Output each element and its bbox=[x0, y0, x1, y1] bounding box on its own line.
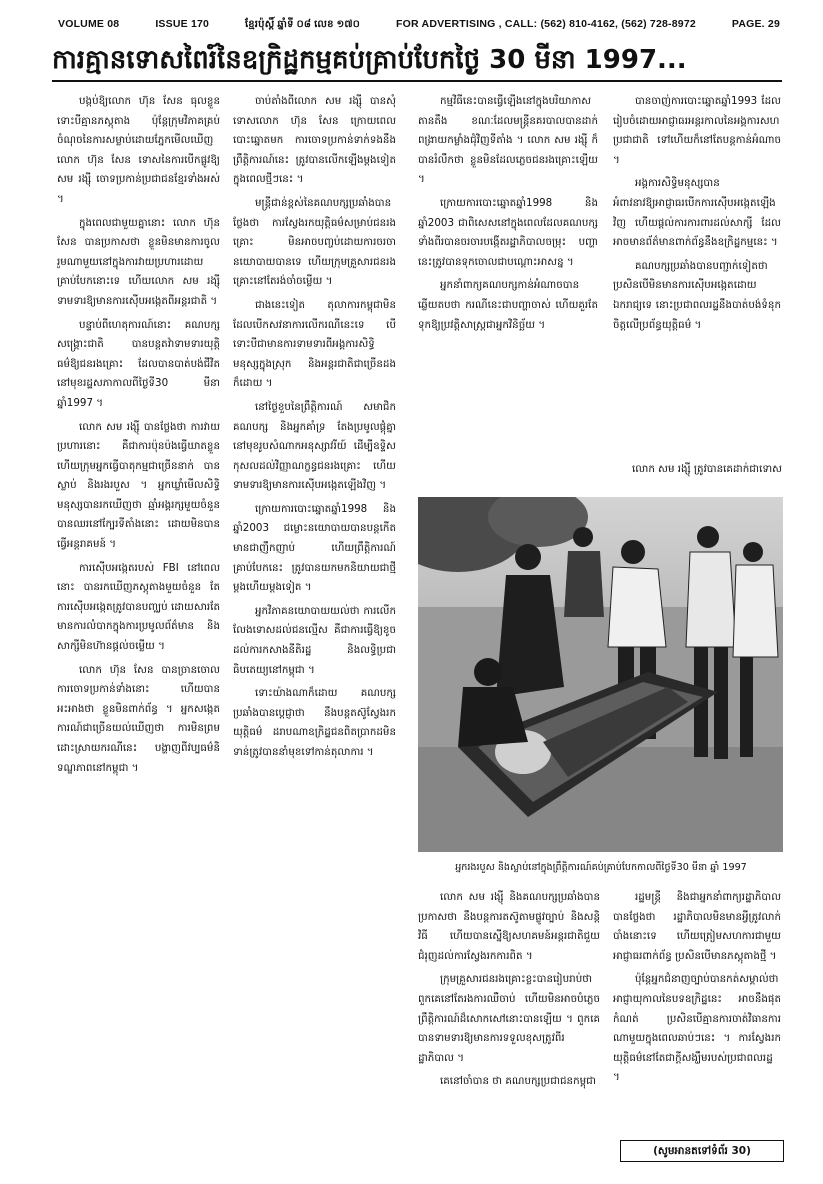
figure-head bbox=[573, 527, 593, 547]
article-column-1 bbox=[57, 92, 220, 1172]
paragraph: អង្គការសិទ្ធិមនុស្សបានអំពាវនាវឱ្យអាជ្ញាធរបើកការស៊ើបអង្កេតឡើងវិញ ហើយផ្តល់ការការពារដល់សាក្សី ដែលអាចមានព័ត៌មានពាក់ព័ន្ធនឹងឧក្រិដ្ឋកម្មនេះ ។ bbox=[613, 177, 781, 249]
paragraph: រដ្ឋមន្ត្រី និងជាអ្នកនាំពាក្យរដ្ឋាភិបាលបានថ្លែងថា រដ្ឋាភិបាលមិនមានអ្វីត្រូវលាក់បាំងនោះទេ ហើយត្រៀមសហការជាមួយអាជ្ញាធរពាក់ព័ន្ធ ប្រសិនបើមានភស្តុតាងថ្មី ។ bbox=[613, 891, 781, 962]
figure-body bbox=[608, 567, 666, 647]
page-number: PAGE. 29 bbox=[731, 18, 780, 30]
news-photo bbox=[418, 497, 783, 852]
article-column-3 bbox=[418, 92, 598, 492]
paragraph: លោក ហ៊ុន សែន បានច្រានចោលការចោទប្រកាន់ទាំងនោះ ហើយបានអះអាងថា ខ្លួនមិនពាក់ព័ន្ធ ។ អ្នកសង្កេតការណ៍ជាច្រើនយល់ឃើញថា ការមិនព្រមដោះស្រាយករណីនេះ បង្ហាញពីវប្បធម៌និទណ្ឌភាពនៅកម្ពុជា ។ bbox=[57, 663, 220, 774]
figure-body bbox=[686, 552, 736, 647]
figure-legs bbox=[714, 647, 728, 759]
photo-caption: អ្នករងរបួស និងស្លាប់នៅក្នុងព្រឹត្តិការណ៍គប់គ្រាប់បែកកាលពីថ្ងៃទី30 មីនា ឆ្នាំ 1997 bbox=[455, 862, 747, 873]
masthead bbox=[58, 15, 780, 33]
article-column-2 bbox=[233, 92, 396, 1172]
paragraph: គេនៅចាំបាន ថា គណបក្សប្រជាជនកម្ពុជា bbox=[440, 1075, 596, 1088]
figure-legs bbox=[740, 657, 753, 757]
paragraph: លោក សម រង្ស៊ី និងគណបក្សប្រឆាំងបានប្រកាសថា នឹងបន្តការតស៊ូតាមផ្លូវច្បាប់ និងសន្តិវិធី ហើយបានស្នើឱ្យសហគមន៍អន្តរជាតិជួយជំរុញដល់ការស្វែងរកការពិត ។ bbox=[418, 891, 600, 962]
paragraph: ទោះយ៉ាងណាក៏ដោយ គណបក្សប្រឆាំងបានប្តេជ្ញាថា នឹងបន្តតស៊ូស្វែងរកយុត្តិធម៌ ដរាបណាឧក្រិដ្ឋជនពិតប្រាកដមិនទាន់ត្រូវបាននាំមុខទៅកាន់តុលាការ ។ bbox=[233, 687, 396, 758]
paragraph: អ្នកវិភាគនយោបាយយល់ថា ការលើកលែងទោសដល់ជនល្មើស គឺជាការធ្វើឱ្យខូចដល់ការកសាងនីតិរដ្ឋ និងលទ្ធិប្រជាធិបតេយ្យនៅកម្ពុជា ។ bbox=[233, 604, 396, 676]
paragraph: ជាងនេះទៀត តុលាការកម្ពុជាមិនដែលបើកសវនាការលើករណីនេះទេ បើទោះបីជាមានការទាមទារពីអង្គការសិទ្ធិមនុស្សក្នុងស្រុក និងអន្តរជាតិជាច្រើនដងក៏ដោយ ។ bbox=[233, 298, 396, 390]
figure-head bbox=[697, 526, 719, 548]
volume-label: VOLUME 08 bbox=[58, 18, 120, 30]
figure-head bbox=[515, 544, 541, 570]
paragraph: កម្មវិធីនេះបានធ្វើឡើងនៅក្នុងបរិយាកាសតានតឹង ខណៈដែលមន្ត្រីនគរបាលបានដាក់ពង្រាយកម្លាំងជុំវិញទីតាំង ។ លោក សម រង្ស៊ី ក៏បានរំលឹកថា ខ្លួនមិនដែលភ្លេចជនរងគ្រោះឡើយ ។ bbox=[418, 95, 598, 186]
paper-name: ខ្មែរប៉ុស្តិ៍ ឆ្នាំទី ០៨ លេខ ១៧០ bbox=[245, 18, 361, 30]
figure-head bbox=[621, 540, 645, 564]
paragraph: ក្រោយការបោះឆ្នោតឆ្នាំ1998 និងឆ្នាំ2003 ជាពិសេសនៅក្នុងពេលដែលគណបក្សទាំងពីរបានចរចារបង្កើតរដ្ឋាភិបាលចម្រុះ បញ្ហានេះត្រូវបានទុកចោលជាបណ្តោះអាសន្ន ។ bbox=[418, 196, 598, 268]
paragraph: មន្ត្រីជាន់ខ្ពស់នៃគណបក្សប្រឆាំងបានថ្លែងថា ការស្វែងរកយុត្តិធម៌សម្រាប់ជនរងគ្រោះ មិនអាចបញ្ចប់ដោយការចរចានយោបាយបានទេ ហើយក្រុមគ្រួសារជនរងគ្រោះនៅតែរង់ចាំចម្លើយ ។ bbox=[233, 196, 396, 288]
paragraph: គណបក្សប្រឆាំងបានបញ្ជាក់ទៀតថា ប្រសិនបើមិនមានការស៊ើបអង្កេតដោយឯករាជ្យទេ នោះប្រជាពលរដ្ឋនឹងបាត់បង់ទំនុកចិត្តលើប្រព័ន្ធយុត្តិធម៌ ។ bbox=[613, 259, 781, 331]
article-column-4-lower bbox=[613, 888, 781, 1133]
paragraph: ក្រុមគ្រួសារជនរងគ្រោះខ្លះបានរៀបរាប់ថា ពួកគេនៅតែរងការឈឺចាប់ ហើយមិនអាចបំភ្លេចព្រឹត្តិការណ៍ដ៏សោកសៅនោះបានឡើយ ។ ពួកគេបានទាមទារឱ្យមានការទទួលខុសត្រូវពីរដ្ឋាភិបាល ។ bbox=[418, 973, 600, 1064]
paragraph: ការស៊ើបអង្កេតរបស់ FBI នៅពេលនោះ បានរកឃើញភស្តុតាងមួយចំនួន តែការស៊ើបអង្កេតត្រូវបានបញ្ឈប់ ដោយសារតែមានការលំបាកក្នុងការប្រមូលព័ត៌មាន និងសាក្សីមិនហ៊ានផ្តល់ចម្លើយ ។ bbox=[57, 561, 220, 653]
article-headline: ការគ្មានទោសពៃរ៍នៃឧក្រិដ្ឋកម្មគប់គ្រាប់បែកថ្ងៃ 30 មីនា 1997... bbox=[52, 40, 782, 82]
paragraph: បានចាញ់ការបោះឆ្នោតឆ្នាំ1993 ដែលរៀបចំដោយអាជ្ញាធរអន្តរកាលនៃអង្គការសហប្រជាជាតិ ទៅហើយក៏នៅតែបន្តកាន់អំណាច ។ bbox=[613, 95, 781, 166]
figure-head bbox=[743, 542, 763, 562]
advertising-contact: FOR ADVERTISING , CALL: (562) 810-4162, (562) 728-8972 bbox=[396, 18, 696, 30]
article-column-4 bbox=[613, 92, 781, 492]
paragraph: ក្រោយការបោះឆ្នោតឆ្នាំ1998 និងឆ្នាំ2003 ជម្លោះនយោបាយបានបន្តកើតមានជាញឹកញាប់ ហើយព្រឹត្តិការណ៍គ្រាប់បែកនេះ ត្រូវបានយកមកនិយាយជាថ្មីម្តងហើយម្តងទៀត ។ bbox=[233, 502, 396, 594]
paragraph: ក្នុងពេលជាមួយគ្នានោះ លោក ហ៊ុន សែន បានប្រកាសថា ខ្លួនមិនមានការចូលរួមណាមួយនៅក្នុងការវាយប្រហារដោយគ្រាប់បែកនោះទេ ហើយលោក សម រង្ស៊ី ទាមទារឱ្យមានការស៊ើបអង្កេតពីអន្តរជាតិ ។ bbox=[57, 216, 220, 307]
paragraph: បង្កប់ឱ្យលោក ហ៊ុន សែន ធុលខ្លួនទោះបីគ្មានភស្តុតាង ប៉ុន្តែក្រុមវិភាគគ្រប់ចំណុចនៃការសម្លាប់ដោយភ្នែកមើលឃើញ លោក ហ៊ុន សែន ទោសនៃការបើកផ្លូវឱ្យ សម រង្ស៊ី ចោទប្រកាន់ប្រជាជនខ្មែរទាំងអស់ ។ bbox=[57, 95, 220, 205]
continued-notice: (សូមអានតទៅទំព័រ 30) bbox=[620, 1140, 784, 1162]
photo-illustration bbox=[418, 497, 783, 852]
paragraph: លោក សម រង្ស៊ី បានថ្លែងថា ការវាយប្រហារនោះ គឺជាការប៉ុនប៉ងធ្វើឃាតខ្លួន ហើយក្រុមអ្នកធ្វើបាតុកម្មជាច្រើននាក់ បានស្លាប់ និងរងរបួស ។ អ្នកឃ្លាំមើលសិទ្ធិមនុស្សបានរកឃើញថា ឆ្មាំអង្គរក្សមួយចំនួនបានឈរនៅក្បែរទីតាំងនោះ ដោយមិនបានធ្វើអន្តរាគមន៍ ។ bbox=[57, 420, 220, 551]
figure-body bbox=[733, 565, 778, 657]
paragraph: ប៉ុន្តែអ្នកជំនាញច្បាប់បានកត់សម្គាល់ថា អាជ្ញាយុកាលនៃបទឧក្រិដ្ឋនេះ អាចនឹងផុតកំណត់ ប្រសិនបើគ្មានការចាត់វិធានការណាមួយក្នុងពេលឆាប់ៗនេះ ។ ការស្វែងរកយុត្តិធម៌នៅតែជាក្តីសង្ឃឹមរបស់ប្រជាពលរដ្ឋ ។ bbox=[613, 973, 781, 1084]
paragraph: នៅថ្ងៃខួបនៃព្រឹត្តិការណ៍ សមាជិកគណបក្ស និងអ្នកគាំទ្រ តែងប្រមូលផ្តុំគ្នានៅមុខរូបសំណាកអនុស្សាវរីយ៍ ដើម្បីឧទ្ទិសកុសលដល់វិញ្ញាណក្ខន្ធជនរងគ្រោះ ហើយទាមទារឱ្យមានការស៊ើបអង្កេតឡើងវិញ ។ bbox=[233, 400, 396, 492]
paragraph: បន្ទាប់ពីហេតុការណ៍នោះ គណបក្សសង្គ្រោះជាតិ បានបន្តតវ៉ាទាមទារយុត្តិធម៌ឱ្យជនរងគ្រោះ ដែលបានបាត់បង់ជីវិតនៅមុខរដ្ឋសភាកាលពីថ្ងៃទី30 មីនា ឆ្នាំ1997 ។ bbox=[57, 318, 220, 409]
figure-body bbox=[564, 551, 604, 617]
issue-label: ISSUE 170 bbox=[155, 18, 210, 30]
paragraph: អ្នកនាំពាក្យគណបក្សកាន់អំណាចបានឆ្លើយតបថា ករណីនេះជាបញ្ហាចាស់ ហើយគួរតែទុកឱ្យប្រវត្តិសាស្ត្រជាអ្នកវិនិច្ឆ័យ ។ bbox=[418, 279, 598, 331]
article-column-3-lower bbox=[418, 888, 600, 1172]
paragraph: ចាប់តាំងពីលោក សម រង្ស៊ី បានសុំទោសលោក ហ៊ុន សែន ក្រោយពេលបោះឆ្នោតមក ការចោទប្រកាន់ទាក់ទងនឹងព្រឹត្តិការណ៍នេះ ត្រូវបានលើកឡើងម្តងទៀតក្នុងពេលថ្មីៗនេះ ។ bbox=[233, 95, 396, 186]
byline: លោក សម រង្ស៊ី ត្រូវបានគេដាក់ជាទោស bbox=[632, 463, 782, 475]
